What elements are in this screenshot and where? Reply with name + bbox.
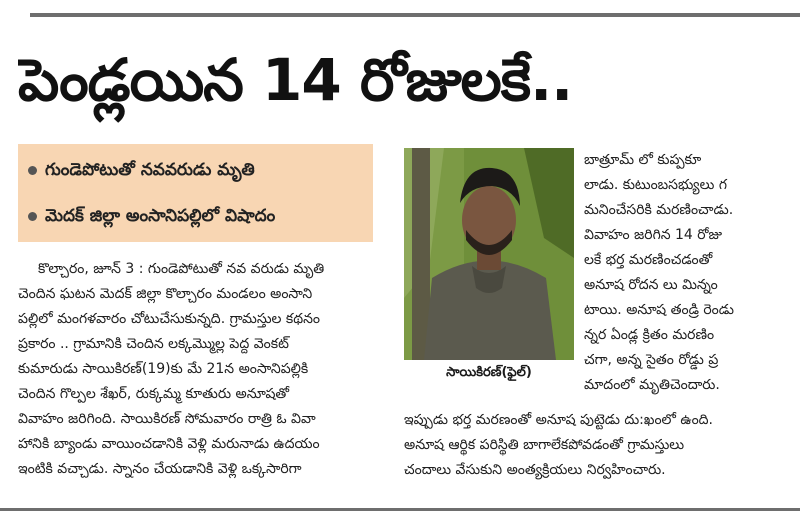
portrait-image [404, 148, 574, 360]
bullet-icon [28, 166, 37, 175]
article-line: ప్రకారం .. గ్రామానికి చెందిన లక్కమ్మొల్ల పెద్ద వెంకట్ [18, 336, 289, 352]
portrait-photo [404, 148, 574, 360]
top-rule [30, 13, 800, 17]
article-left-column [18, 257, 390, 482]
highlights-box [18, 144, 373, 242]
article-line: చెందిన గొల్పల శేఖర్, రుక్కమ్మ కూతురు అనూషతో [18, 386, 290, 402]
article-line: బాత్రూమ్ లో కుప్పకూ [584, 152, 702, 168]
article-line: లకే భర్త మరణించడంతో [584, 252, 713, 268]
article-line: కొల్చారం, జూన్ 3 : గుండెపోటుతో నవ వరుడు మృతి [38, 261, 325, 277]
article-line: చగా, అన్న సైతం రోడ్డు ప్ర [584, 352, 719, 368]
article-line: అనూష ఆర్థిక పరిస్థితి బాగాలేకపోవడంతో గ్రామస్తులు [404, 437, 685, 453]
bullet-icon [28, 212, 37, 221]
article-line: మనించేసరికి మరణించాడు. [584, 202, 734, 218]
bottom-rule [0, 508, 800, 511]
article-line: పల్లిలో మంగళవారం చోటుచేసుకున్నది. గ్రామస్తుల కథనం [18, 311, 321, 327]
article-line: అనూష రోదన లు మిన్నం [584, 277, 718, 293]
article-line: చెందిన ఘటన మెదక్ జిల్లా కొల్చారం మండలం అంసాని [18, 286, 313, 302]
article-line: వివాహం జరిగింది. సాయికిరణ్ సోమవారం రాత్రి ఓ వివా [18, 411, 316, 427]
article-line: ఇప్పుడు భర్త మరణంతో అనూష పుట్టెడు దు:ఖంలో ఉంది. [404, 412, 714, 428]
article-line: హానికి బ్యాండు వాయించడానికి వెళ్లి మరునాడు ఉదయం [18, 436, 320, 452]
article-line: కుమారుడు సాయికిరణ్(19)కు మే 21న అంసానిపల్లికి [18, 361, 309, 377]
article-line: మాదంలో మృతిచెందారు. [584, 377, 720, 393]
article-line: న్నర ఏండ్ల క్రితం మరణిం [584, 327, 715, 343]
article-line: లాడు. కుటుంబసభ్యులు గ [584, 177, 727, 193]
article-line: టాయి. అనూష తండ్రి రెండు [584, 302, 734, 318]
article-bottom-block [404, 408, 794, 483]
article-right-column [584, 148, 790, 398]
photo-caption: సాయికిరణ్(ఫైల్) [446, 365, 532, 380]
article-line: వివాహం జరిగిన 14 రోజు [584, 227, 723, 243]
article-line: చందాలు వేసుకుని అంత్యక్రియలు నిర్వహించారు. [404, 462, 666, 478]
headline: పెండ్లయిన 14 రోజులకే.. [18, 46, 573, 114]
article-line: ఇంటికి వచ్చాడు. స్నానం చేయడానికి వెళ్లి ఒక్కసారిగా [18, 461, 302, 477]
highlight-item: గుండెపోటుతో నవవరుడు మృతి [28, 150, 255, 190]
highlight-item: మెదక్ జిల్లా అంసానిపల్లిలో విషాదం [28, 196, 275, 236]
